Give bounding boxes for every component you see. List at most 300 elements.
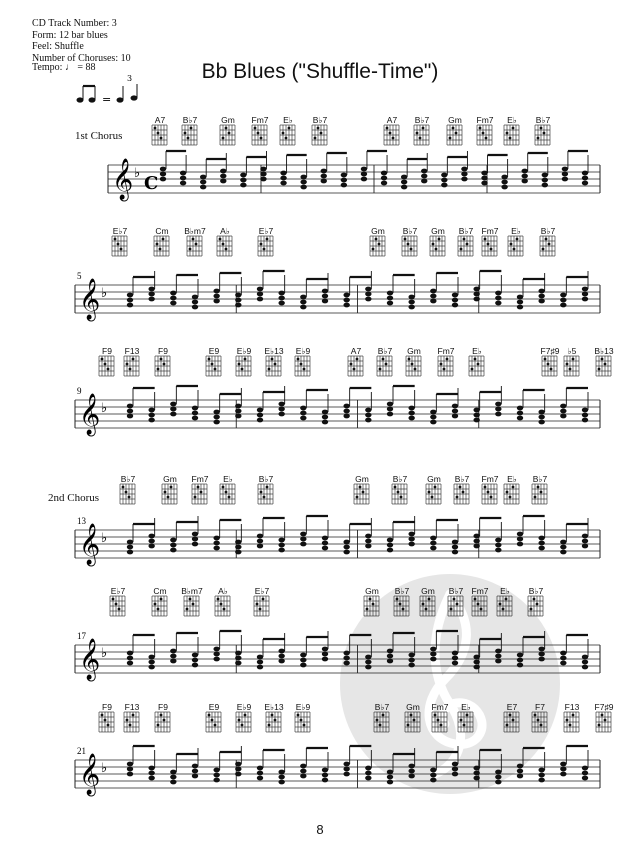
note-head xyxy=(481,176,487,181)
chord-diagram-dot xyxy=(462,491,465,494)
chord-diagram-dot xyxy=(353,368,356,371)
note-head xyxy=(343,661,349,666)
chord-diagram-dot xyxy=(440,724,443,727)
note-head xyxy=(560,298,566,303)
note-head xyxy=(278,296,284,301)
chord-diagram-dot xyxy=(510,243,513,246)
note-head xyxy=(495,402,501,407)
note-head xyxy=(192,416,198,421)
chord-diagram-dot xyxy=(228,132,231,135)
chord-name: B♭7 xyxy=(394,586,410,596)
note-head xyxy=(300,295,306,300)
chord-diagram-dot xyxy=(288,127,291,130)
chord-diagram-dot xyxy=(163,363,166,366)
note-head xyxy=(560,550,566,555)
note-head xyxy=(452,409,458,414)
tempo-label: Tempo: xyxy=(32,62,63,73)
chord-name: Cm xyxy=(153,586,167,596)
note-head xyxy=(322,652,328,657)
note-head xyxy=(365,287,371,292)
note-head xyxy=(517,653,523,658)
chord-name: E♭13 xyxy=(264,702,284,712)
chord-name: E♭ xyxy=(283,115,293,125)
note-head xyxy=(170,538,176,543)
chord-diagram-dot xyxy=(268,724,271,727)
chord-diagram-dot xyxy=(372,248,375,251)
chord-diagram-dot xyxy=(428,491,431,494)
note-head xyxy=(148,413,154,418)
note-head xyxy=(582,171,588,176)
note-head xyxy=(160,177,166,182)
note-head xyxy=(538,420,544,425)
chord-diagram-dot xyxy=(268,368,271,371)
note-head xyxy=(322,773,328,778)
page-title: Bb Blues ("Shuffle-Time") xyxy=(201,60,439,83)
form-info: Form: 12 bar blues xyxy=(32,29,108,41)
chord-diagram-dot xyxy=(530,608,533,611)
note-head xyxy=(235,540,241,545)
note-head xyxy=(582,292,588,297)
note-head xyxy=(365,534,371,539)
note-head xyxy=(278,412,284,417)
chord-diagram-dot xyxy=(569,368,572,371)
note-head xyxy=(148,776,154,781)
note-head xyxy=(473,660,479,665)
chord-name: E♭7 xyxy=(254,586,270,596)
note-head xyxy=(365,413,371,418)
chord-diagram-dot xyxy=(101,358,104,361)
note-head xyxy=(495,291,501,296)
chord-diagram-dot xyxy=(157,132,160,135)
note-head xyxy=(235,762,241,767)
note-head xyxy=(213,294,219,299)
note-head xyxy=(538,299,544,304)
note-head xyxy=(235,303,241,308)
chord-diagram-dot xyxy=(356,496,359,499)
chord-diagram-dot xyxy=(372,603,375,606)
note-head xyxy=(408,774,414,779)
note-head xyxy=(322,420,328,425)
chord-diagram-dot xyxy=(195,243,198,246)
note-head xyxy=(582,665,588,670)
note-head xyxy=(408,406,414,411)
chord-diagram-dot xyxy=(425,608,428,611)
note-head xyxy=(235,409,241,414)
chord-name: E♭7 xyxy=(258,226,274,236)
note-head xyxy=(170,775,176,780)
note-head xyxy=(220,179,226,184)
note-head xyxy=(213,768,219,773)
chord-diagram-dot xyxy=(534,714,537,717)
note-head xyxy=(430,536,436,541)
chord-name: B♭7 xyxy=(312,115,328,125)
chord-diagram-dot xyxy=(545,238,548,241)
chord-diagram-dot xyxy=(463,238,466,241)
note-head xyxy=(180,176,186,181)
chord-name: E♭7 xyxy=(110,586,126,596)
note-head xyxy=(170,291,176,296)
note-head xyxy=(278,407,284,412)
chord-diagram-dot xyxy=(366,608,369,611)
chord-diagram-dot xyxy=(540,724,543,727)
note-head xyxy=(387,543,393,548)
note-head xyxy=(192,774,198,779)
treble-clef-icon: 𝄞 xyxy=(112,159,134,200)
note-head xyxy=(441,173,447,178)
note-head xyxy=(430,652,436,657)
chord-name: F13 xyxy=(124,346,140,356)
chord-name: Cm xyxy=(155,226,169,236)
note-head xyxy=(452,661,458,666)
chord-diagram-dot xyxy=(566,363,569,366)
note-head xyxy=(213,652,219,657)
note-head xyxy=(278,402,284,407)
chord-diagram-dot xyxy=(107,368,110,371)
chord-diagram-dot xyxy=(320,132,323,135)
note-head xyxy=(300,411,306,416)
note-head xyxy=(452,293,458,298)
chord-name: E♭ xyxy=(507,474,517,484)
flat-icon: ♭ xyxy=(101,761,108,776)
chord-diagram-dot xyxy=(506,491,509,494)
note-head xyxy=(213,289,219,294)
note-head xyxy=(365,660,371,665)
note-head xyxy=(387,402,393,407)
note-head xyxy=(538,415,544,420)
chord-diagram-dot xyxy=(303,368,306,371)
chord-name: Gm xyxy=(365,586,379,596)
chord-diagram-dot xyxy=(537,486,540,489)
chord-diagram-dot xyxy=(400,496,403,499)
chord-diagram-dot xyxy=(256,603,259,606)
note-head xyxy=(213,773,219,778)
note-head xyxy=(200,175,206,180)
note-head xyxy=(213,778,219,783)
chord-diagram-dot xyxy=(192,603,195,606)
note-head xyxy=(365,665,371,670)
chord-name: F7♯9 xyxy=(594,702,614,712)
chord-diagram-dot xyxy=(190,127,193,130)
note-head xyxy=(213,541,219,546)
note-head xyxy=(430,420,436,425)
note-head xyxy=(213,657,219,662)
chord-diagram-dot xyxy=(222,137,225,140)
note-head xyxy=(300,305,306,310)
chord-diagram-dot xyxy=(369,598,372,601)
note-head xyxy=(461,167,467,172)
chord-diagram-dot xyxy=(407,724,410,727)
chord-diagram-dot xyxy=(455,132,458,135)
note-head xyxy=(582,539,588,544)
chord-diagram-dot xyxy=(189,248,192,251)
note-head xyxy=(560,303,566,308)
note-head xyxy=(257,287,263,292)
note-head xyxy=(582,771,588,776)
note-head xyxy=(452,298,458,303)
note-head xyxy=(365,297,371,302)
chord-diagram-dot xyxy=(434,486,437,489)
note-head xyxy=(582,413,588,418)
note-head xyxy=(441,178,447,183)
note-head xyxy=(365,539,371,544)
note-head xyxy=(495,649,501,654)
chord-name: B♭7 xyxy=(448,586,464,596)
note-head xyxy=(322,536,328,541)
note-head xyxy=(343,767,349,772)
chord-diagram-dot xyxy=(474,358,477,361)
note-head xyxy=(387,775,393,780)
chord-diagram-dot xyxy=(184,132,187,135)
note-head xyxy=(538,289,544,294)
chord-diagram-dot xyxy=(604,363,607,366)
note-head xyxy=(240,173,246,178)
note-head xyxy=(300,532,306,537)
chord-diagram-dot xyxy=(129,368,132,371)
chord-diagram-dot xyxy=(572,358,575,361)
note-head xyxy=(257,534,263,539)
note-head xyxy=(517,300,523,305)
chord-name: A7 xyxy=(154,115,166,125)
note-head xyxy=(343,303,349,308)
note-head xyxy=(343,409,349,414)
note-head xyxy=(300,175,306,180)
note-head xyxy=(387,770,393,775)
note-head xyxy=(473,544,479,549)
note-head xyxy=(240,178,246,183)
chord-name: E♭9 xyxy=(236,702,252,712)
note-head xyxy=(452,303,458,308)
note-head xyxy=(170,407,176,412)
note-head xyxy=(562,177,568,182)
shuffle-equals: = xyxy=(102,93,112,106)
note-head xyxy=(365,655,371,660)
note-head xyxy=(343,414,349,419)
note-head xyxy=(517,542,523,547)
note-head xyxy=(240,183,246,188)
note-head xyxy=(220,169,226,174)
chord-name: Gm xyxy=(448,115,462,125)
chord-diagram-dot xyxy=(438,238,441,241)
note-head xyxy=(560,772,566,777)
flat-icon: ♭ xyxy=(101,401,108,416)
chord-diagram-dot xyxy=(214,724,217,727)
note-head xyxy=(473,292,479,297)
chord-name: Fm7 xyxy=(476,115,494,125)
note-head xyxy=(562,172,568,177)
chord-diagram-dot xyxy=(459,486,462,489)
chord-name: A♭ xyxy=(218,586,228,596)
chord-name: A7 xyxy=(350,346,362,356)
note-head xyxy=(300,774,306,779)
chord-diagram-dot xyxy=(378,243,381,246)
note-head xyxy=(213,536,219,541)
chord-name: A♭ xyxy=(220,226,230,236)
note-head xyxy=(213,299,219,304)
chord-diagram-dot xyxy=(506,724,509,727)
chord-diagram-dot xyxy=(244,714,247,717)
chord-name: Fm7 xyxy=(191,474,209,484)
note-head xyxy=(517,305,523,310)
note-head xyxy=(401,185,407,190)
note-head xyxy=(522,174,528,179)
note-head xyxy=(278,543,284,548)
chord-name: F13 xyxy=(564,702,580,712)
chord-diagram-dot xyxy=(506,132,509,135)
note-head xyxy=(170,654,176,659)
note-head xyxy=(562,167,568,172)
chord-diagram-dot xyxy=(254,127,257,130)
note-head xyxy=(387,538,393,543)
chord-diagram-dot xyxy=(297,714,300,717)
note-head xyxy=(582,766,588,771)
chord-name: E♭ xyxy=(461,702,471,712)
note-head xyxy=(501,175,507,180)
note-head xyxy=(170,780,176,785)
chord-diagram-dot xyxy=(129,724,132,727)
note-head xyxy=(257,544,263,549)
note-head xyxy=(421,174,427,179)
note-head xyxy=(278,654,284,659)
chord-diagram-dot xyxy=(118,608,121,611)
chord-name: B♭7 xyxy=(540,226,556,236)
chord-name: F9 xyxy=(158,702,168,712)
chord-name: A7 xyxy=(386,115,398,125)
chord-diagram-dot xyxy=(460,248,463,251)
chord-name: E7 xyxy=(506,702,518,712)
note-head xyxy=(257,665,263,670)
chord-name: Gm xyxy=(406,702,420,712)
chord-diagram-dot xyxy=(537,719,540,722)
note-head xyxy=(200,180,206,185)
note-head xyxy=(322,294,328,299)
note-head xyxy=(517,658,523,663)
chord-diagram-dot xyxy=(266,486,269,489)
chord-diagram-dot xyxy=(422,127,425,130)
note-head xyxy=(408,537,414,542)
chord-diagram-dot xyxy=(160,358,163,361)
chord-diagram-dot xyxy=(194,496,197,499)
measure-number: 21 xyxy=(77,746,86,756)
note-head xyxy=(473,665,479,670)
note-head xyxy=(127,540,133,545)
chord-name: Fm7 xyxy=(431,702,449,712)
chord-diagram-dot xyxy=(414,368,417,371)
chord-diagram-dot xyxy=(163,719,166,722)
note-head xyxy=(170,548,176,553)
note-head xyxy=(127,550,133,555)
note-head xyxy=(582,660,588,665)
chord-diagram-dot xyxy=(356,358,359,361)
note-head xyxy=(280,176,286,181)
note-head xyxy=(170,402,176,407)
chord-diagram-dot xyxy=(422,603,425,606)
chord-diagram-dot xyxy=(407,243,410,246)
chord-diagram-dot xyxy=(450,608,453,611)
chord-diagram-dot xyxy=(379,724,382,727)
shuffle-note-icon xyxy=(117,97,124,102)
note-head xyxy=(300,537,306,542)
note-head xyxy=(495,296,501,301)
note-head xyxy=(127,767,133,772)
chord-diagram-dot xyxy=(260,491,263,494)
measure-number: 5 xyxy=(77,271,82,281)
chord-diagram-dot xyxy=(471,368,474,371)
chord-diagram-dot xyxy=(542,248,545,251)
chord-name: B♭7 xyxy=(414,115,430,125)
chord-name: F7 xyxy=(535,702,545,712)
note-head xyxy=(430,773,436,778)
note-head xyxy=(408,658,414,663)
chord-name: E9 xyxy=(208,702,220,712)
chord-diagram-dot xyxy=(157,368,160,371)
flat-icon: ♭ xyxy=(101,531,108,546)
note-head xyxy=(560,767,566,772)
note-head xyxy=(387,780,393,785)
note-head xyxy=(257,776,263,781)
chord-name: E♭ xyxy=(511,226,521,236)
note-head xyxy=(473,287,479,292)
note-head xyxy=(257,292,263,297)
note-head xyxy=(343,656,349,661)
chord-name: Gm xyxy=(163,474,177,484)
chord-diagram-dot xyxy=(126,719,129,722)
note-head xyxy=(481,171,487,176)
chord-diagram-dot xyxy=(114,238,117,241)
note-head xyxy=(127,414,133,419)
note-head xyxy=(170,543,176,548)
note-head xyxy=(408,532,414,537)
shuffle-note-icon xyxy=(89,97,96,102)
chord-name: Fm7 xyxy=(481,226,499,236)
choruses-info: Number of Choruses: 10 xyxy=(32,52,131,64)
note-head xyxy=(300,416,306,421)
chord-diagram-dot xyxy=(431,496,434,499)
note-head xyxy=(560,293,566,298)
chord-diagram-dot xyxy=(432,243,435,246)
chord-diagram-dot xyxy=(548,243,551,246)
chord-name: Gm xyxy=(355,474,369,484)
flat-icon: ♭ xyxy=(101,646,108,661)
chord-diagram-dot xyxy=(474,598,477,601)
chord-diagram-dot xyxy=(238,363,241,366)
chord-diagram-dot xyxy=(410,714,413,717)
chord-name: B♭7 xyxy=(402,226,418,236)
note-head xyxy=(235,550,241,555)
note-head xyxy=(257,766,263,771)
note-head xyxy=(473,776,479,781)
note-head xyxy=(560,540,566,545)
shuffle-note-icon xyxy=(131,95,138,100)
chord-diagram-dot xyxy=(490,248,493,251)
chord-diagram-dot xyxy=(413,719,416,722)
note-head xyxy=(192,305,198,310)
note-head xyxy=(321,179,327,184)
chord-diagram-dot xyxy=(159,248,162,251)
chord-diagram-dot xyxy=(160,598,163,601)
note-head xyxy=(343,293,349,298)
note-head xyxy=(170,659,176,664)
note-head xyxy=(192,764,198,769)
chord-diagram-dot xyxy=(257,132,260,135)
chord-diagram-dot xyxy=(154,603,157,606)
note-head xyxy=(408,305,414,310)
note-head xyxy=(387,301,393,306)
chord-diagram-dot xyxy=(104,719,107,722)
chord-diagram-dot xyxy=(440,363,443,366)
chord-name: E♭ xyxy=(472,346,482,356)
chord-diagram-dot xyxy=(536,603,539,606)
note-head xyxy=(430,768,436,773)
